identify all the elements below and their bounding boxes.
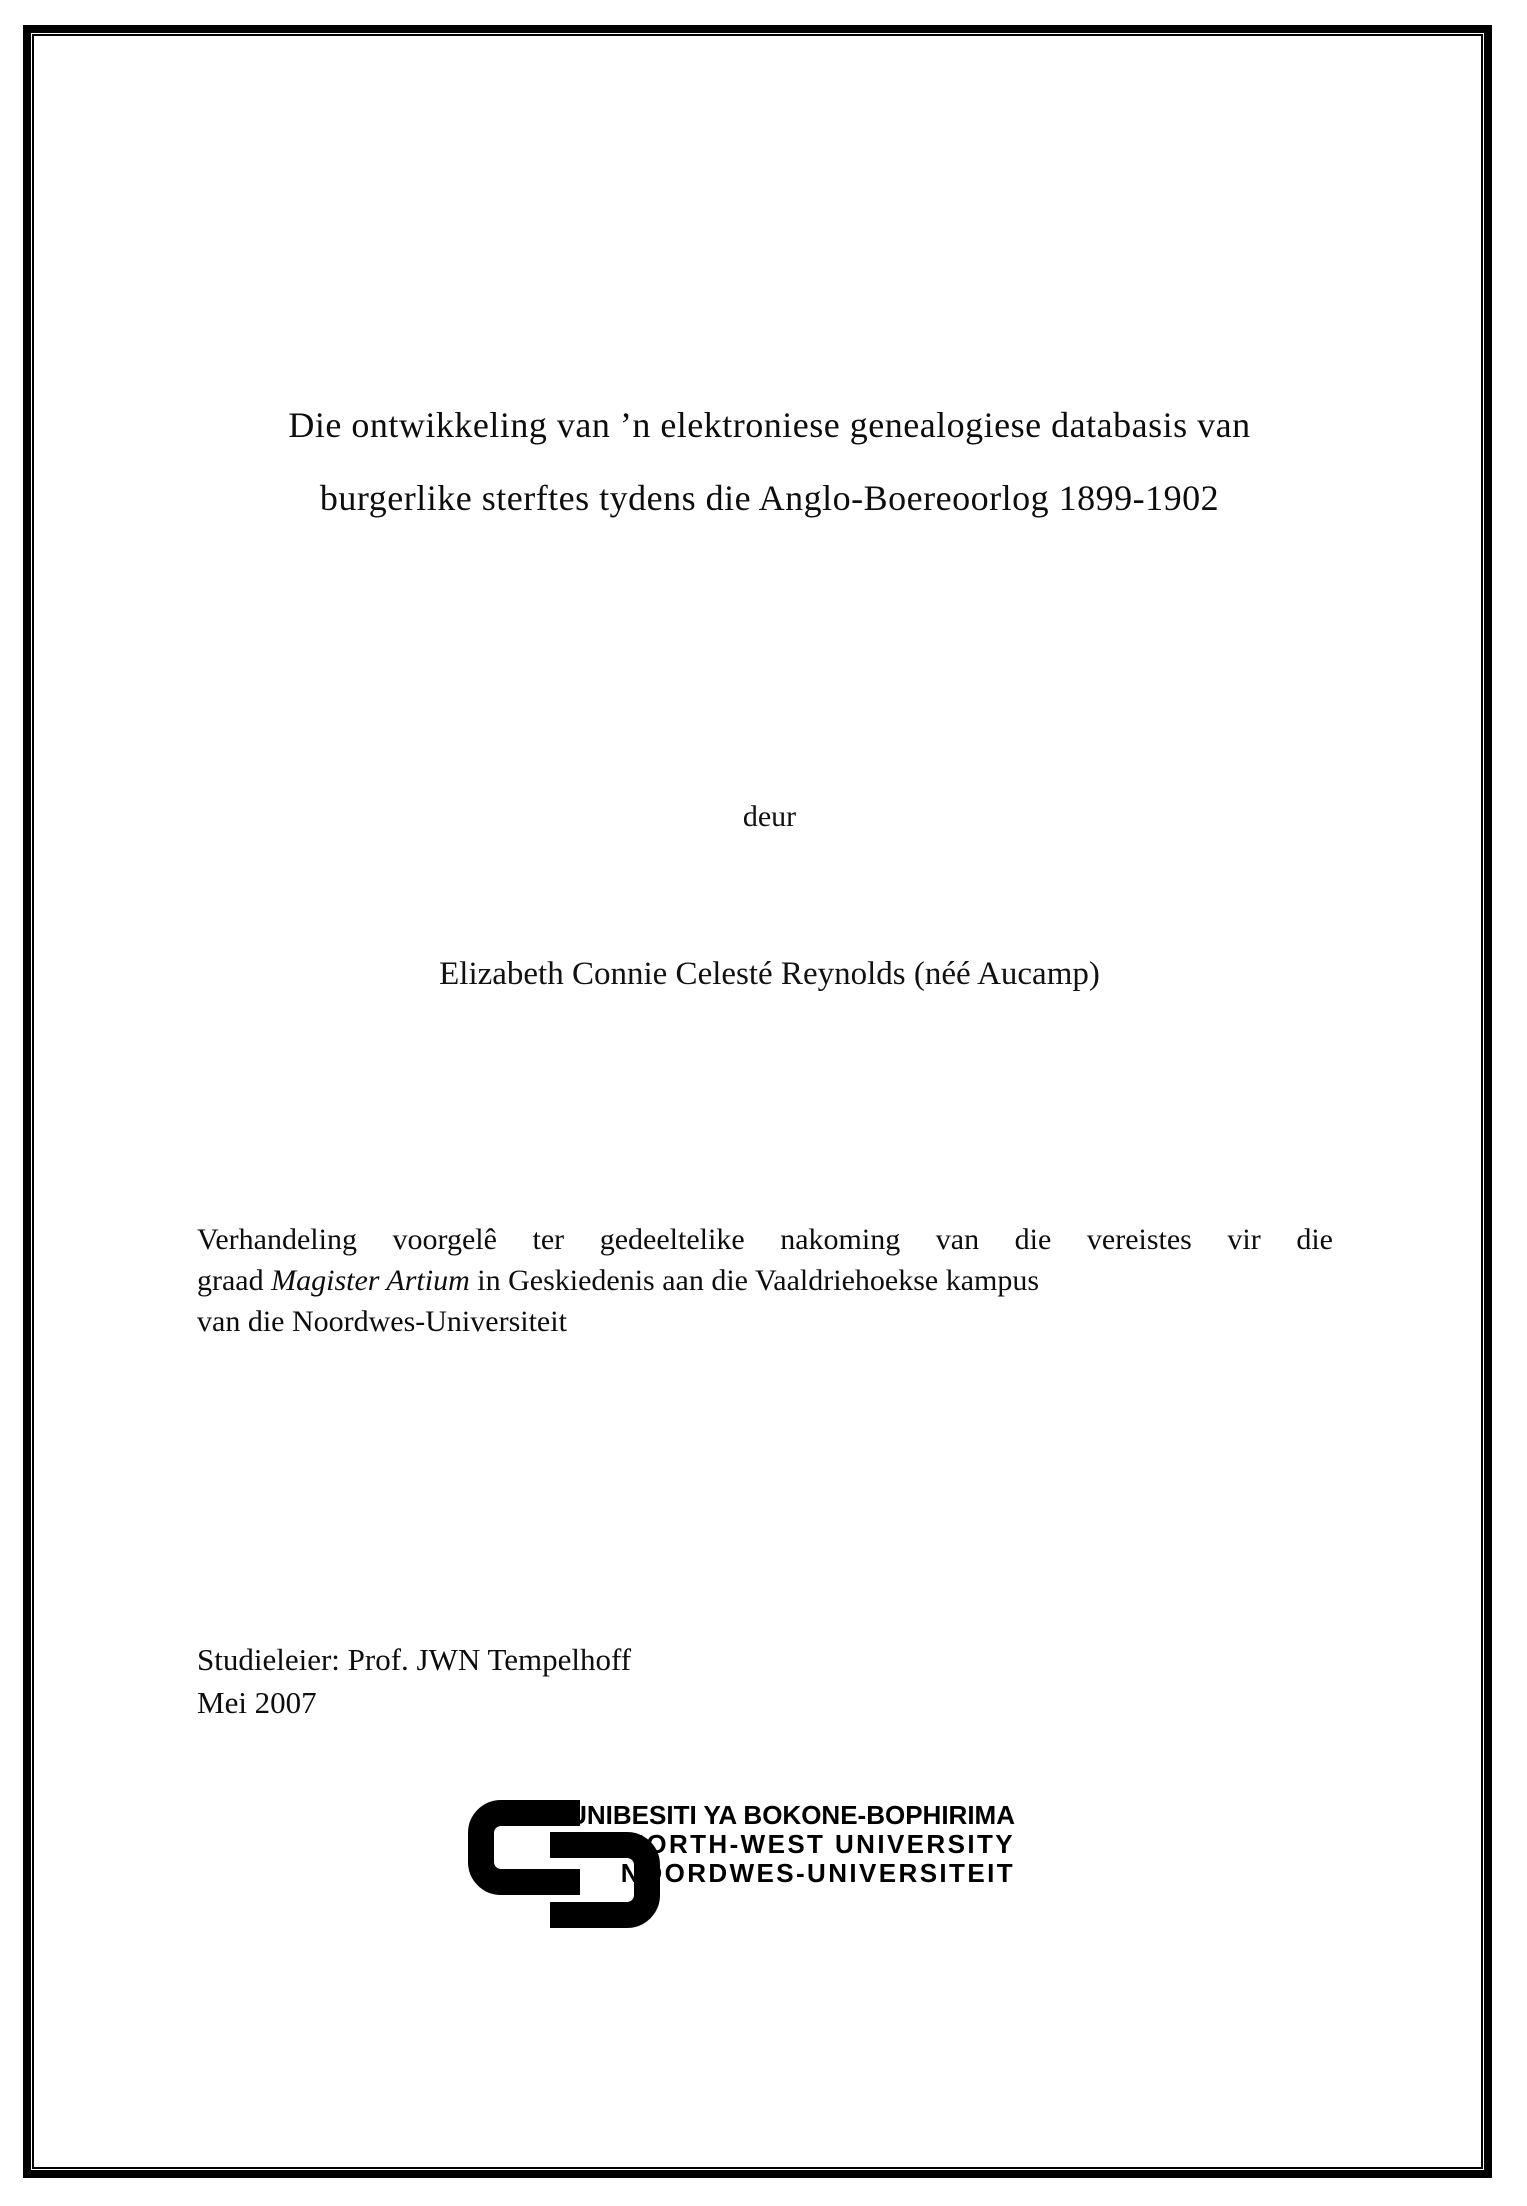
logo-line-english: NORTH-WEST UNIVERSITY xyxy=(625,1829,1015,1859)
thesis-title-line-1: Die ontwikkeling van ’n elektroniese genealogiese databasis van xyxy=(288,405,1251,445)
supervisor-line: Studieleier: Prof. JWN Tempelhoff xyxy=(197,1642,632,1677)
page-border-inner xyxy=(32,34,1483,2169)
degree-name-italic: Magister Artium xyxy=(271,1264,470,1297)
nwu-logo-wordmark xyxy=(551,1801,1015,1888)
degree-statement-line-2-pre: graad xyxy=(197,1264,272,1297)
degree-statement-line-1: Verhandeling voorgelê ter gedeeltelike nakoming van die vereistes vir die xyxy=(197,1223,1333,1256)
supervisor-block xyxy=(197,1638,631,1724)
logo-line-setswana: YUNIBESITI YA BOKONE-BOPHIRIMA xyxy=(550,1800,1015,1830)
page-content xyxy=(34,36,1481,2167)
thesis-title-line-2: burgerlike sterftes tydens die Anglo-Boereoorlog 1899-1902 xyxy=(319,478,1220,518)
date-line: Mei 2007 xyxy=(197,1685,317,1720)
degree-statement-line-2-post: in Geskiedenis aan die Vaaldriehoekse kampus xyxy=(469,1264,1040,1297)
degree-statement-line-3: van die Noordwes-Universiteit xyxy=(197,1305,567,1338)
logo-line-afrikaans: NOORDWES-UNIVERSITEIT xyxy=(620,1858,1015,1888)
degree-statement xyxy=(197,1219,1333,1342)
page-border-outer xyxy=(23,25,1492,2178)
author-name: Elizabeth Connie Celesté Reynolds (néé Aucamp) xyxy=(439,956,1100,992)
byline-deur: deur xyxy=(742,800,797,833)
degree-statement-line-2 xyxy=(197,1260,1333,1301)
